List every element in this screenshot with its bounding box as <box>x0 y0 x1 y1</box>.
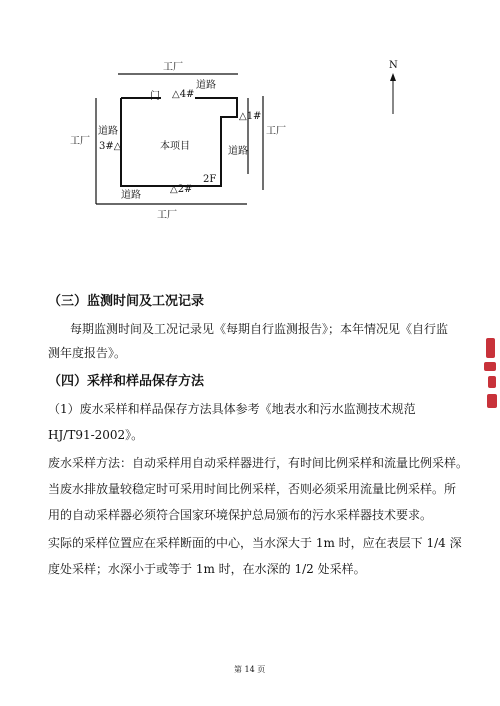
road-label-right: 道路 <box>228 146 248 157</box>
monitoring-point-3: 3#△ <box>99 141 122 152</box>
project-label: 本项目 <box>160 141 190 152</box>
section4-line-1: （1）废水采样和样品保存方法具体参考《地表水和污水监测技术规范 <box>48 402 416 416</box>
factory-label-right: 工厂 <box>266 126 286 137</box>
section4-line-3: 废水采样方法：自动采样用自动采样器进行，有时间比例采样和流量比例采样。 <box>48 456 469 470</box>
road-label-top: 道路 <box>196 80 216 91</box>
section3-heading: （三）监测时间及工况记录 <box>48 294 205 309</box>
section4-line-6: 实际的采样位置应在采样断面的中心，当水深大于 1m 时，应在表层下 1/4 深 <box>48 536 462 550</box>
factory-label-left: 工厂 <box>70 136 90 147</box>
north-arrow-label: N <box>389 60 398 71</box>
floor-2f-label: 2F <box>203 174 217 185</box>
section3-line-2: 测年度报告》。 <box>48 346 127 360</box>
section4-line-5: 用的自动采样器必须符合国家环境保护总局颁布的污水采样器技术要求。 <box>48 508 433 522</box>
road-label-left: 道路 <box>98 126 118 137</box>
gate-label: 门 <box>150 91 160 102</box>
road-label-bottom: 道路 <box>121 190 141 201</box>
monitoring-point-1: △1# <box>239 111 262 122</box>
section4-line-7: 度处采样；水深小于或等于 1m 时，在水深的 1/2 处采样。 <box>48 562 366 576</box>
section4-line-2: HJ/T91-2002》。 <box>48 428 144 442</box>
page-number: 第 14 页 <box>234 665 266 674</box>
section3-line-1: 每期监测时间及工况记录见《每期自行监测报告》；本年情况见《自行监 <box>70 322 449 336</box>
section4-heading: （四）采样和样品保存方法 <box>48 374 205 389</box>
monitoring-point-2: △2# <box>170 184 193 195</box>
section4-line-4: 当废水排放量较稳定时可采用时间比例采样，否则必须采用流量比例采样。所 <box>48 482 457 496</box>
factory-label-bottom: 工厂 <box>157 210 177 221</box>
factory-label-top: 工厂 <box>163 62 183 73</box>
monitoring-point-4: △4# <box>172 89 195 100</box>
